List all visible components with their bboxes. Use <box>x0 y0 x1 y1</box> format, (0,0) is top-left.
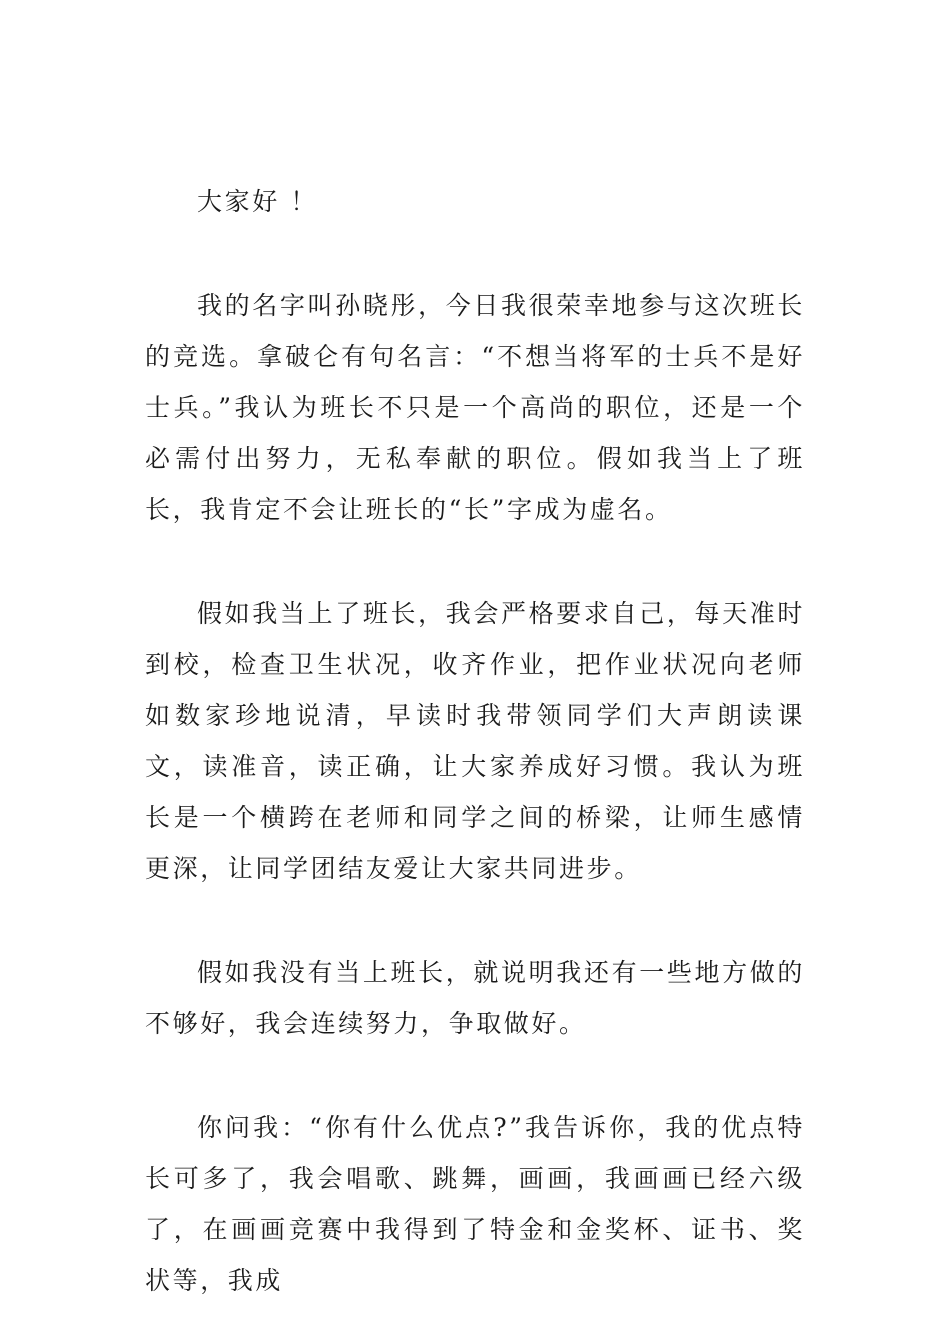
document-body <box>145 176 805 1306</box>
greeting-line: 大家好 ！ <box>197 187 318 216</box>
paragraph-strengths: 你问我：“你有什么优点?”我告诉你，我的优点特长可多了，我会唱歌、跳舞，画画，我画画已经六级了，在画画竞赛中我得到了特金和金奖杯、证书、奖状等，我成 <box>145 1113 805 1295</box>
paragraph-if-not-elected: 假如我没有当上班长，就说明我还有一些地方做的不够好，我会连续努力，争取做好。 <box>145 958 805 1038</box>
paragraph-introduction: 我的名字叫孙晓彤，今日我很荣幸地参与这次班长的竞选。拿破仑有句名言：“不想当将军的士兵不是好士兵。”我认为班长不只是一个高尚的职位，还是一个必需付出努力，无私奉献的职位。假如我当上了班长，我肯定不会让班长的“长”字成为虚名。 <box>145 291 805 524</box>
paragraph-duties: 假如我当上了班长，我会严格要求自己，每天准时到校，检查卫生状况，收齐作业，把作业状况向老师如数家珍地说清，早读时我带领同学们大声朗读课文，读准音，读正确，让大家养成好习惯。我认为班长是一个横跨在老师和同学之间的桥梁，让师生感情更深，让同学团结友爱让大家共同进步。 <box>145 599 805 883</box>
